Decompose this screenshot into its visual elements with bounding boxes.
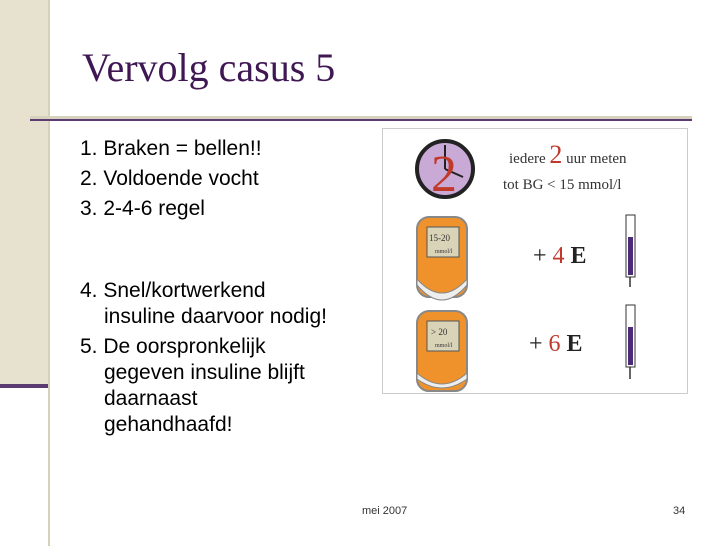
list-item [80, 334, 380, 438]
item-number: 4. [80, 279, 98, 302]
item-text-line: gegeven insuline blijft [104, 361, 305, 384]
figure-graphic [383, 129, 687, 393]
list-item [80, 278, 380, 330]
svg-text:mmol/l: mmol/l [435, 343, 453, 349]
insulin-pen-icon [626, 215, 635, 287]
item-text-line: insuline daarvoor nodig! [104, 305, 327, 328]
list-item [80, 166, 380, 192]
side-accent-bar [0, 384, 48, 388]
svg-text:> 20: > 20 [431, 327, 448, 337]
insulin-pen-icon [626, 305, 635, 379]
item-text: 2-4-6 regel [103, 197, 205, 220]
item-number: 5. [80, 335, 98, 358]
title-underline-dark [30, 119, 692, 121]
bullet-list [80, 136, 380, 442]
item-number: 3. [80, 197, 98, 220]
svg-text:mmol/l: mmol/l [435, 249, 453, 255]
list-item [80, 136, 380, 162]
rule-line-1: iedere 2 uur meten [509, 140, 627, 169]
side-decoration-top [0, 0, 48, 118]
insulin-rule-figure [382, 128, 688, 394]
clock-icon [417, 141, 473, 203]
item-text: Voldoende vocht [103, 167, 259, 190]
glucose-meter-icon [417, 311, 467, 391]
side-decoration-bottom [0, 118, 48, 386]
page-number: 34 [673, 505, 686, 517]
item-number: 2. [80, 167, 98, 190]
item-text-line: De oorspronkelijk [103, 335, 266, 358]
clock-number: 2 [431, 146, 457, 203]
side-accent-line [48, 0, 50, 546]
glucose-meter-icon [417, 217, 467, 300]
footer-date: mei 2007 [362, 505, 408, 517]
item-text-line: gehandhaafd! [104, 413, 233, 436]
slide-title: Vervolg casus 5 [82, 45, 336, 90]
rule-line-2: tot BG < 15 mmol/l [503, 177, 622, 193]
svg-text:15-20: 15-20 [429, 233, 450, 243]
list-item [80, 196, 380, 222]
item-text: Braken = bellen!! [103, 137, 262, 160]
item-number: 1. [80, 137, 98, 160]
item-text-line: Snel/kortwerkend [103, 279, 266, 302]
dose-1: + 4 E [533, 243, 587, 269]
dose-2: + 6 E [529, 331, 583, 357]
item-text-line: daarnaast [104, 387, 198, 410]
